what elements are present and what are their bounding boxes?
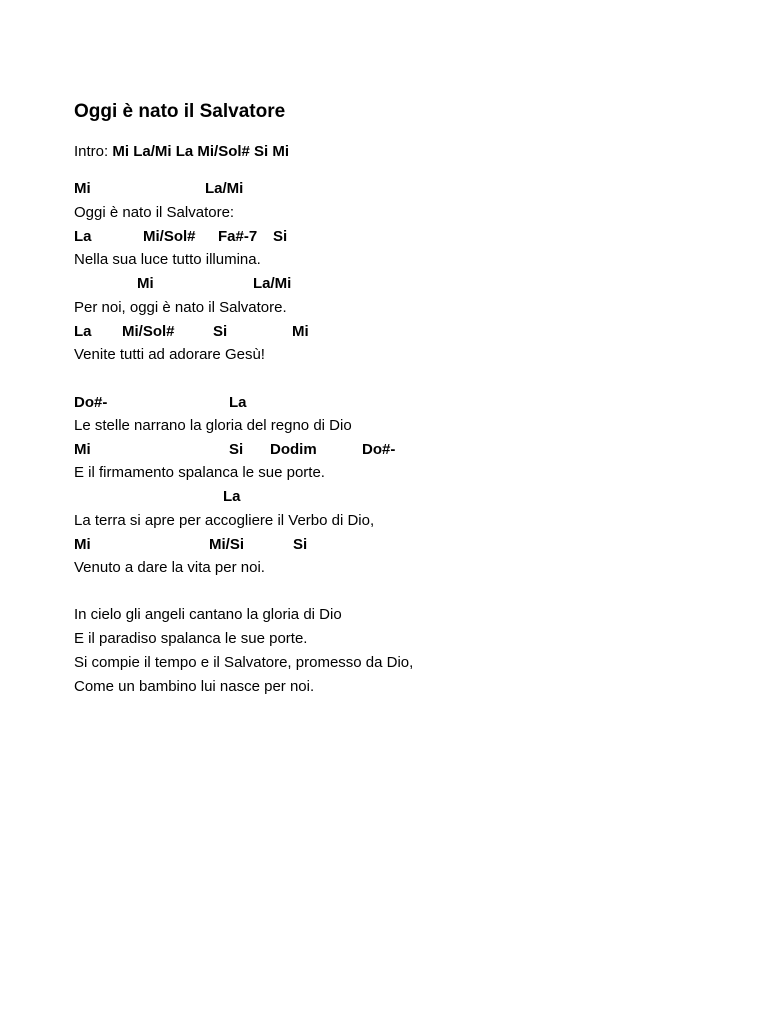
lyric-line: Come un bambino lui nasce per noi. <box>74 678 315 695</box>
chord-line <box>74 227 674 247</box>
chord: Mi <box>74 441 91 458</box>
chord: Mi/Sol# <box>122 323 175 340</box>
chord: Mi <box>74 536 91 553</box>
chord: Dodim <box>270 441 317 458</box>
chord: Mi <box>137 275 154 292</box>
chord-line <box>74 535 674 555</box>
intro-label: Intro: <box>74 143 109 160</box>
chord: Mi/Sol# <box>143 228 196 245</box>
chord-line <box>74 393 674 413</box>
lyric-line: Le stelle narrano la gloria del regno di Dio <box>74 417 352 434</box>
chord: Si <box>229 441 244 458</box>
chord: La <box>74 228 92 245</box>
lyric-line: In cielo gli angeli cantano la gloria di Dio <box>74 606 342 623</box>
lyric-line: Per noi, oggi è nato il Salvatore. <box>74 299 287 316</box>
lyric-line: La terra si apre per accogliere il Verbo di Dio, <box>74 512 375 529</box>
chord-line <box>74 274 674 294</box>
chord: La <box>223 488 241 505</box>
chord: Fa#-7 <box>218 228 258 245</box>
chord: La <box>74 323 92 340</box>
chord: Mi <box>74 180 91 197</box>
chord: Si <box>213 323 228 340</box>
song-title: Oggi è nato il Salvatore <box>74 101 286 122</box>
chord: Mi <box>292 323 309 340</box>
lyric-line: Venuto a dare la vita per noi. <box>74 559 265 576</box>
chord: Do#- <box>362 441 396 458</box>
chord-line <box>74 322 674 342</box>
lyric-line: Oggi è nato il Salvatore: <box>74 204 235 221</box>
chord-line <box>74 440 674 460</box>
chord: Mi/Si <box>209 536 245 553</box>
lyric-line: Nella sua luce tutto illumina. <box>74 251 261 268</box>
intro-line <box>74 142 289 162</box>
lyric-line: Si compie il tempo e il Salvatore, promesso da Dio, <box>74 654 414 671</box>
chord: La/Mi <box>205 180 244 197</box>
intro-chords: Mi La/Mi La Mi/Sol# Si Mi <box>112 143 290 160</box>
chord: Si <box>273 228 288 245</box>
chord: Si <box>293 536 308 553</box>
chord: Do#- <box>74 394 108 411</box>
lyric-line: E il firmamento spalanca le sue porte. <box>74 464 325 481</box>
lyric-line: Venite tutti ad adorare Gesù! <box>74 346 265 363</box>
lyric-line: E il paradiso spalanca le sue porte. <box>74 630 308 647</box>
chord-line <box>74 487 674 507</box>
chord: La <box>229 394 247 411</box>
chord-line <box>74 179 674 199</box>
chord: La/Mi <box>253 275 292 292</box>
